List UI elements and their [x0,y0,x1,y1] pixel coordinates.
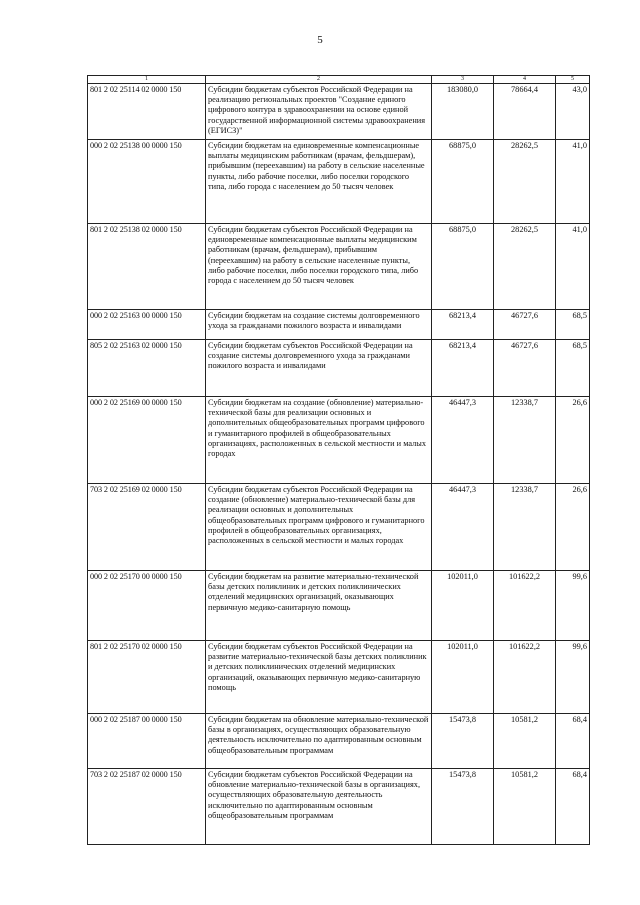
actual-amount-cell: 12338,7 [494,397,556,484]
table-row [88,84,590,140]
column-header: 4 [494,76,556,84]
table-row [88,224,590,310]
actual-amount-cell: 10581,2 [494,769,556,845]
description-cell: Субсидии бюджетам субъектов Российской Федерации на создание (обновление) материально-технической базы для реализации основных и дополнительных общеобразовательных программ цифрового и гуманитарного профилей в общеобразовательных организациях, расположенных в сельской местности и малых городах [206,484,432,571]
table-row [88,769,590,845]
budget-code-cell: 000 2 02 25169 00 0000 150 [88,397,206,484]
column-header: 2 [206,76,432,84]
execution-percent-cell: 26,6 [556,397,590,484]
budget-code-cell: 801 2 02 25138 02 0000 150 [88,224,206,310]
budget-code-cell: 000 2 02 25163 00 0000 150 [88,310,206,340]
execution-percent-cell: 43,0 [556,84,590,140]
execution-percent-cell: 68,5 [556,310,590,340]
table-row [88,140,590,224]
description-cell: Субсидии бюджетам на создание (обновление) материально-технической базы для реализации основных и дополнительных общеобразовательных программ цифрового и гуманитарного профилей в общеобразовательных организациях, расположенных в сельской местности и малых городах [206,397,432,484]
budget-code-cell: 801 2 02 25114 02 0000 150 [88,84,206,140]
actual-amount-cell: 28262,5 [494,224,556,310]
column-header: 3 [432,76,494,84]
planned-amount-cell: 15473,8 [432,769,494,845]
description-cell: Субсидии бюджетам субъектов Российской Федерации на реализацию региональных проектов "Создание единого цифрового контура в здравоохранении на основе единой государственной информационной системы здравоохранения (ЕГИСЗ)" [206,84,432,140]
actual-amount-cell: 12338,7 [494,484,556,571]
execution-percent-cell: 68,5 [556,340,590,397]
actual-amount-cell: 101622,2 [494,571,556,641]
table-row [88,340,590,397]
description-cell: Субсидии бюджетам субъектов Российской Федерации на обновление материально-технической базы в организациях, осуществляющих образовательную деятельность исключительно по адаптированным основным общеобразовательным программам [206,769,432,845]
planned-amount-cell: 68875,0 [432,140,494,224]
description-cell: Субсидии бюджетам на развитие материально-технической базы детских поликлиник и детских поликлинических отделений медицинских организаций, оказывающих первичную медико-санитарную помощь [206,571,432,641]
budget-code-cell: 000 2 02 25187 00 0000 150 [88,714,206,769]
planned-amount-cell: 68213,4 [432,310,494,340]
budget-code-cell: 801 2 02 25170 02 0000 150 [88,641,206,714]
execution-percent-cell: 41,0 [556,224,590,310]
actual-amount-cell: 46727,6 [494,310,556,340]
page-number: 5 [317,34,323,46]
description-cell: Субсидии бюджетам на создание системы долговременного ухода за гражданами пожилого возраста и инвалидами [206,310,432,340]
planned-amount-cell: 102011,0 [432,641,494,714]
execution-percent-cell: 99,6 [556,641,590,714]
planned-amount-cell: 15473,8 [432,714,494,769]
planned-amount-cell: 46447,3 [432,484,494,571]
budget-code-cell: 000 2 02 25170 00 0000 150 [88,571,206,641]
column-number-row [88,76,590,84]
table-row [88,484,590,571]
actual-amount-cell: 78664,4 [494,84,556,140]
table-row [88,397,590,484]
description-cell: Субсидии бюджетам субъектов Российской Федерации на единовременные компенсационные выплаты медицинским работникам (врачам, фельдшерам), прибывшим (переехавшим) на работу в сельские населенные пункты, либо рабочие поселки, либо поселки городского типа, либо города с населением до 50 тысяч человек [206,224,432,310]
budget-code-cell: 805 2 02 25163 02 0000 150 [88,340,206,397]
execution-percent-cell: 99,6 [556,571,590,641]
column-header: 1 [88,76,206,84]
column-header: 5 [556,76,590,84]
table-row [88,310,590,340]
description-cell: Субсидии бюджетам на единовременные компенсационные выплаты медицинским работникам (врачам, фельдшерам), прибывшим (переехавшим) на работу в сельские населенные пункты, либо рабочие поселки, либо поселки городского типа, либо города с населением до 50 тысяч человек [206,140,432,224]
description-cell: Субсидии бюджетам субъектов Российской Федерации на создание системы долговременного ухода за гражданами пожилого возраста и инвалидами [206,340,432,397]
table-row [88,641,590,714]
planned-amount-cell: 46447,3 [432,397,494,484]
budget-code-cell: 703 2 02 25169 02 0000 150 [88,484,206,571]
actual-amount-cell: 28262,5 [494,140,556,224]
planned-amount-cell: 68875,0 [432,224,494,310]
planned-amount-cell: 102011,0 [432,571,494,641]
execution-percent-cell: 41,0 [556,140,590,224]
table-row [88,714,590,769]
table-body [88,84,590,845]
actual-amount-cell: 10581,2 [494,714,556,769]
execution-percent-cell: 68,4 [556,769,590,845]
description-cell: Субсидии бюджетам субъектов Российской Федерации на развитие материально-технической базы детских поликлиник и детских поликлинических отделений медицинских организаций, оказывающих первичную медико-санитарную помощь [206,641,432,714]
budget-table [87,75,590,845]
planned-amount-cell: 68213,4 [432,340,494,397]
actual-amount-cell: 101622,2 [494,641,556,714]
table-row [88,571,590,641]
execution-percent-cell: 68,4 [556,714,590,769]
budget-code-cell: 703 2 02 25187 02 0000 150 [88,769,206,845]
description-cell: Субсидии бюджетам на обновление материально-технической базы в организациях, осуществляющих образовательную деятельность исключительно по адаптированным основным общеобразовательным программам [206,714,432,769]
budget-code-cell: 000 2 02 25138 00 0000 150 [88,140,206,224]
planned-amount-cell: 183080,0 [432,84,494,140]
execution-percent-cell: 26,6 [556,484,590,571]
actual-amount-cell: 46727,6 [494,340,556,397]
